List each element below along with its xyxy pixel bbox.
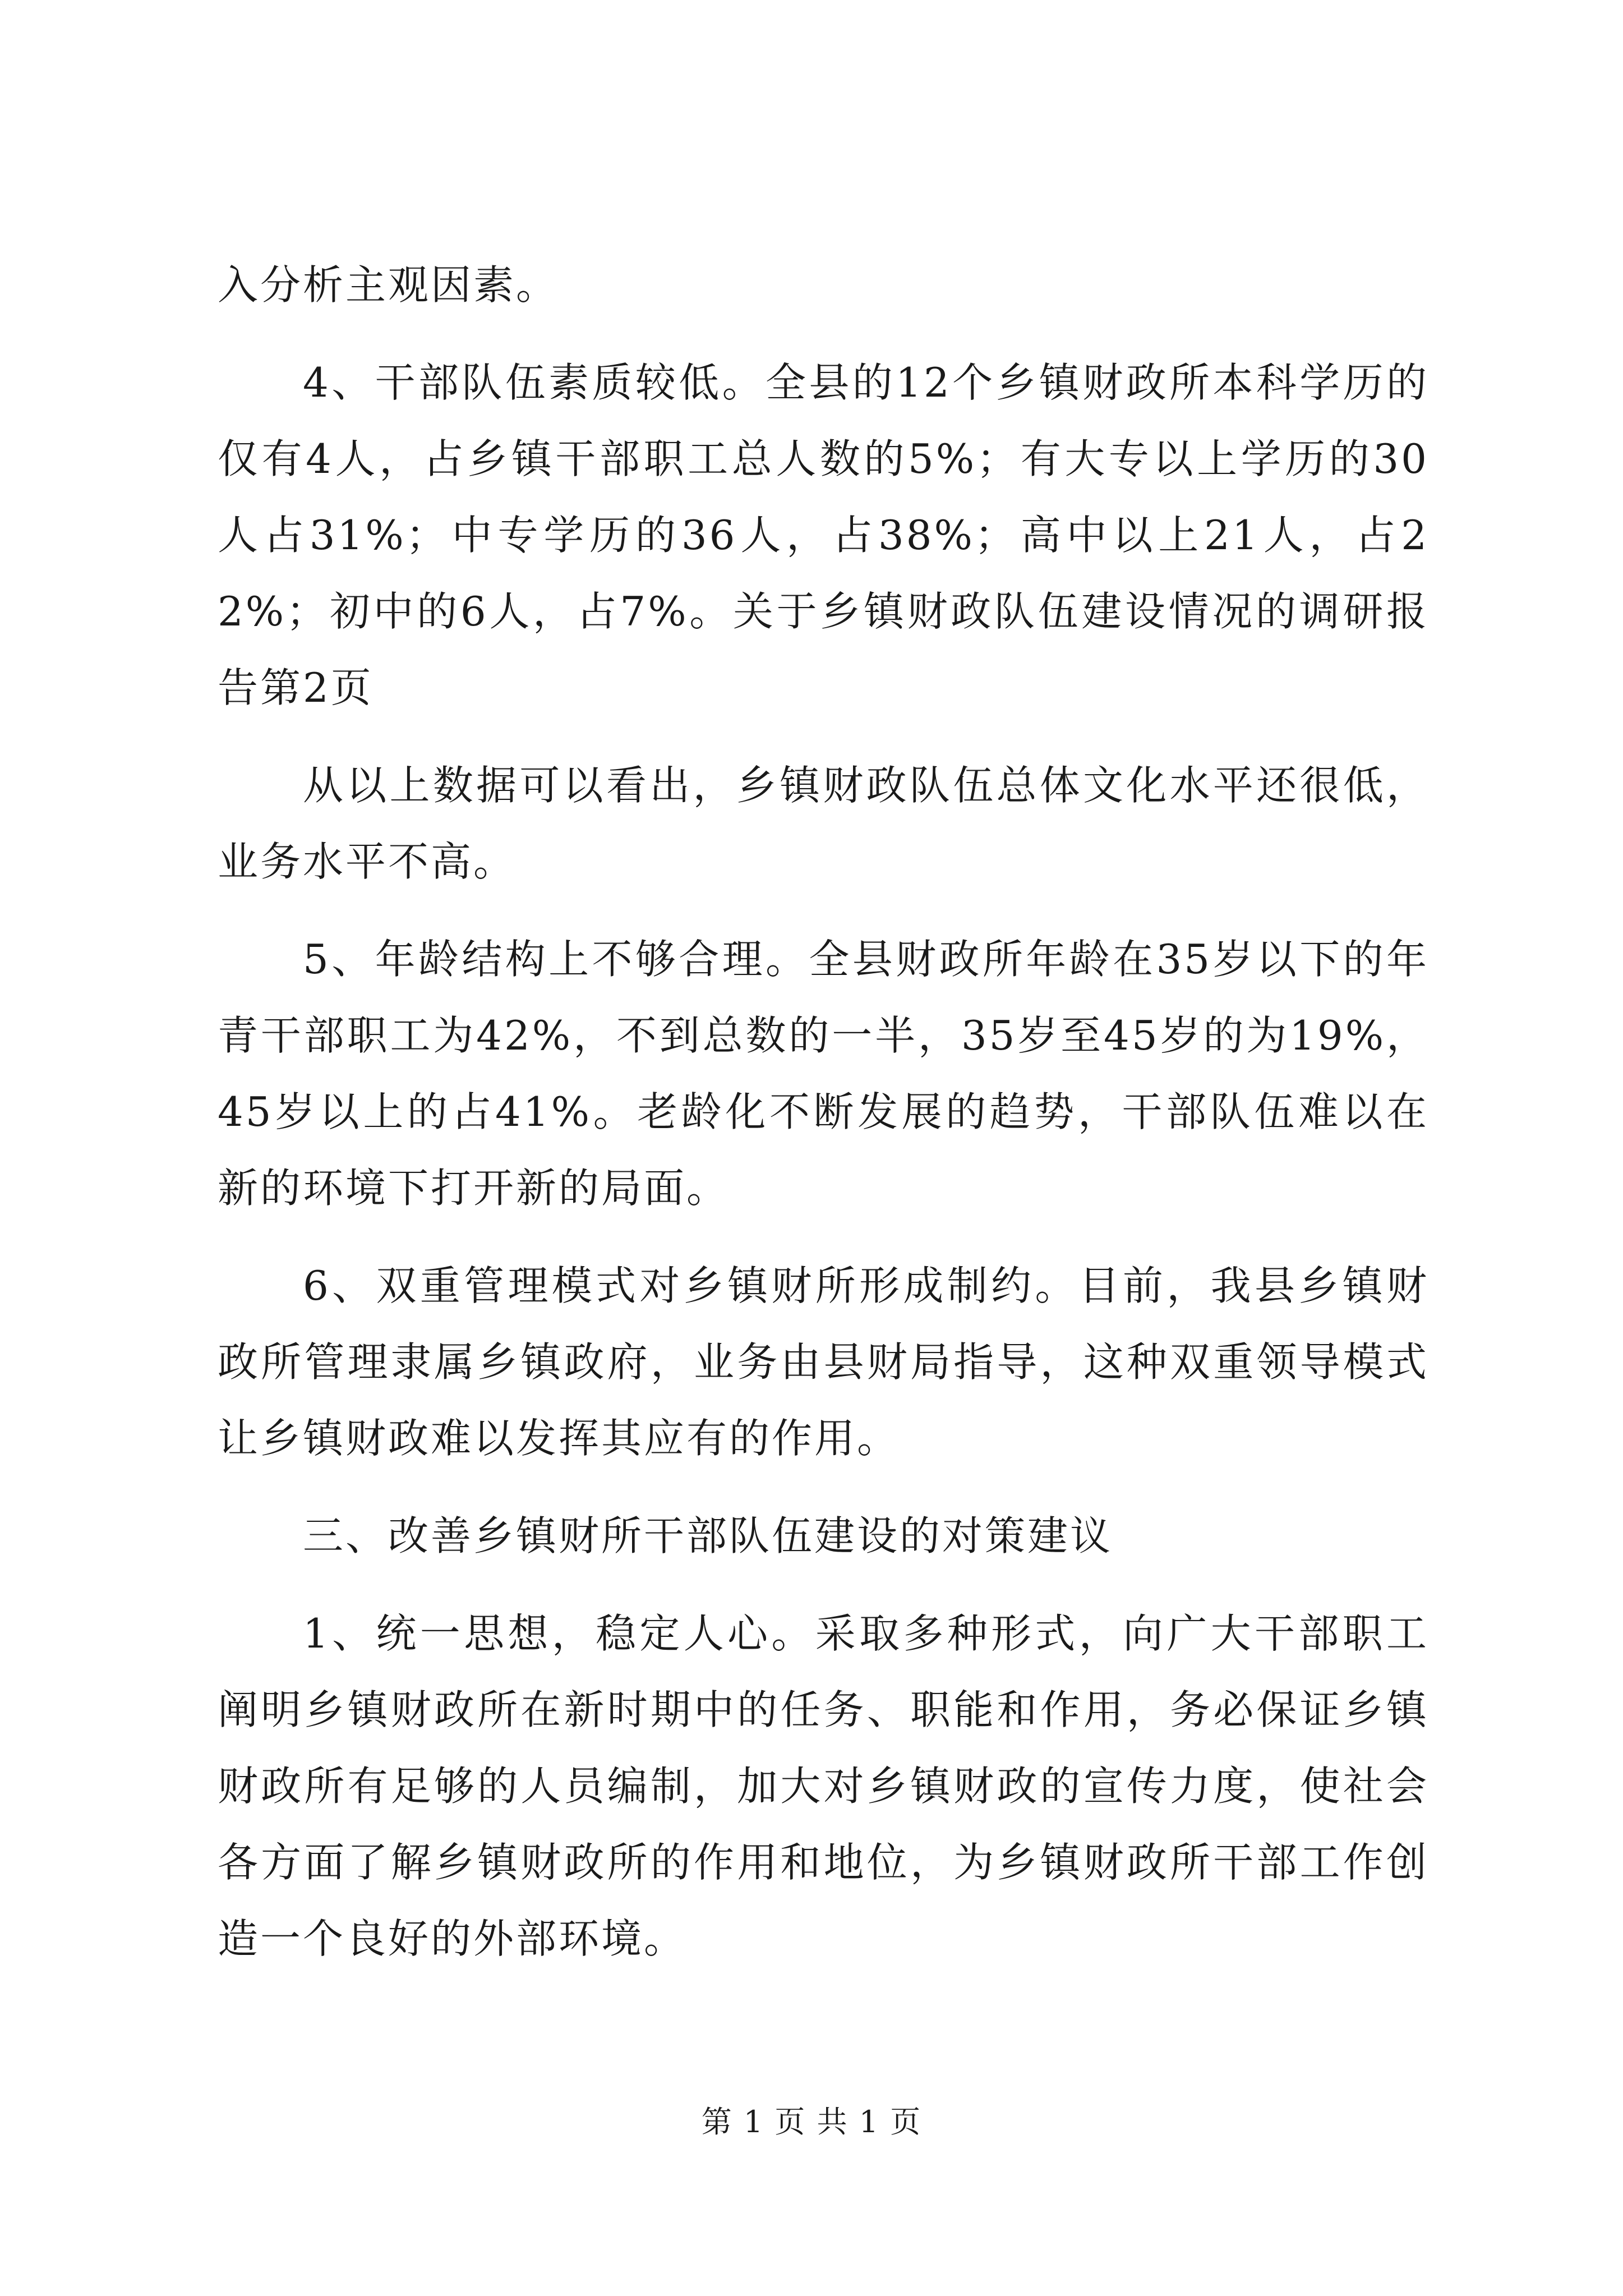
- paragraph-continuation: 入分析主观因素。: [218, 261, 559, 309]
- section-heading-countermeasures: 三、改善乡镇财所干部队伍建设的对策建议: [303, 1512, 1113, 1559]
- paragraph-unify-thinking: 1、统一思想，稳定人心。采取多种形式，向广大干部职工阐明乡镇财政所在新时期中的任务、职能和作用，务必保证乡镇财政所有足够的人员编制，加大对乡镇财政的宣传力度，使社会各方面了解乡镇财政所的作用和地位，为乡镇财政所干部工作创造一个良好的外部环境。: [218, 1610, 1429, 1962]
- paragraph-dual-management: 6、双重管理模式对乡镇财所形成制约。目前，我县乡镇财政所管理隶属乡镇政府，业务由县财局指导，这种双重领导模式让乡镇财政难以发挥其应有的作用。: [218, 1262, 1429, 1462]
- paragraph-data-conclusion: 从以上数据可以看出，乡镇财政队伍总体文化水平还很低，业务水平不高。: [218, 762, 1429, 885]
- document-body: [218, 247, 1429, 1977]
- paragraph-age-structure: 5、年龄结构上不够合理。全县财政所年龄在35岁以下的年青干部职工为42%，不到总数的一半，35岁至45岁的为19%，45岁以上的占41%。老龄化不断发展的趋势，干部队伍难以在新的环境下打开新的局面。: [218, 936, 1429, 1212]
- page-footer: 第 1 页 共 1 页: [701, 2104, 922, 2139]
- paragraph-cadre-quality: 4、干部队伍素质较低。全县的12个乡镇财政所本科学历的仅有4人，占乡镇干部职工总人数的5%；有大专以上学历的30人占31%；中专学历的36人，占38%；高中以上21人，占22%；初中的6人，占7%。关于乡镇财政队伍建设情况的调研报告第2页: [218, 359, 1429, 711]
